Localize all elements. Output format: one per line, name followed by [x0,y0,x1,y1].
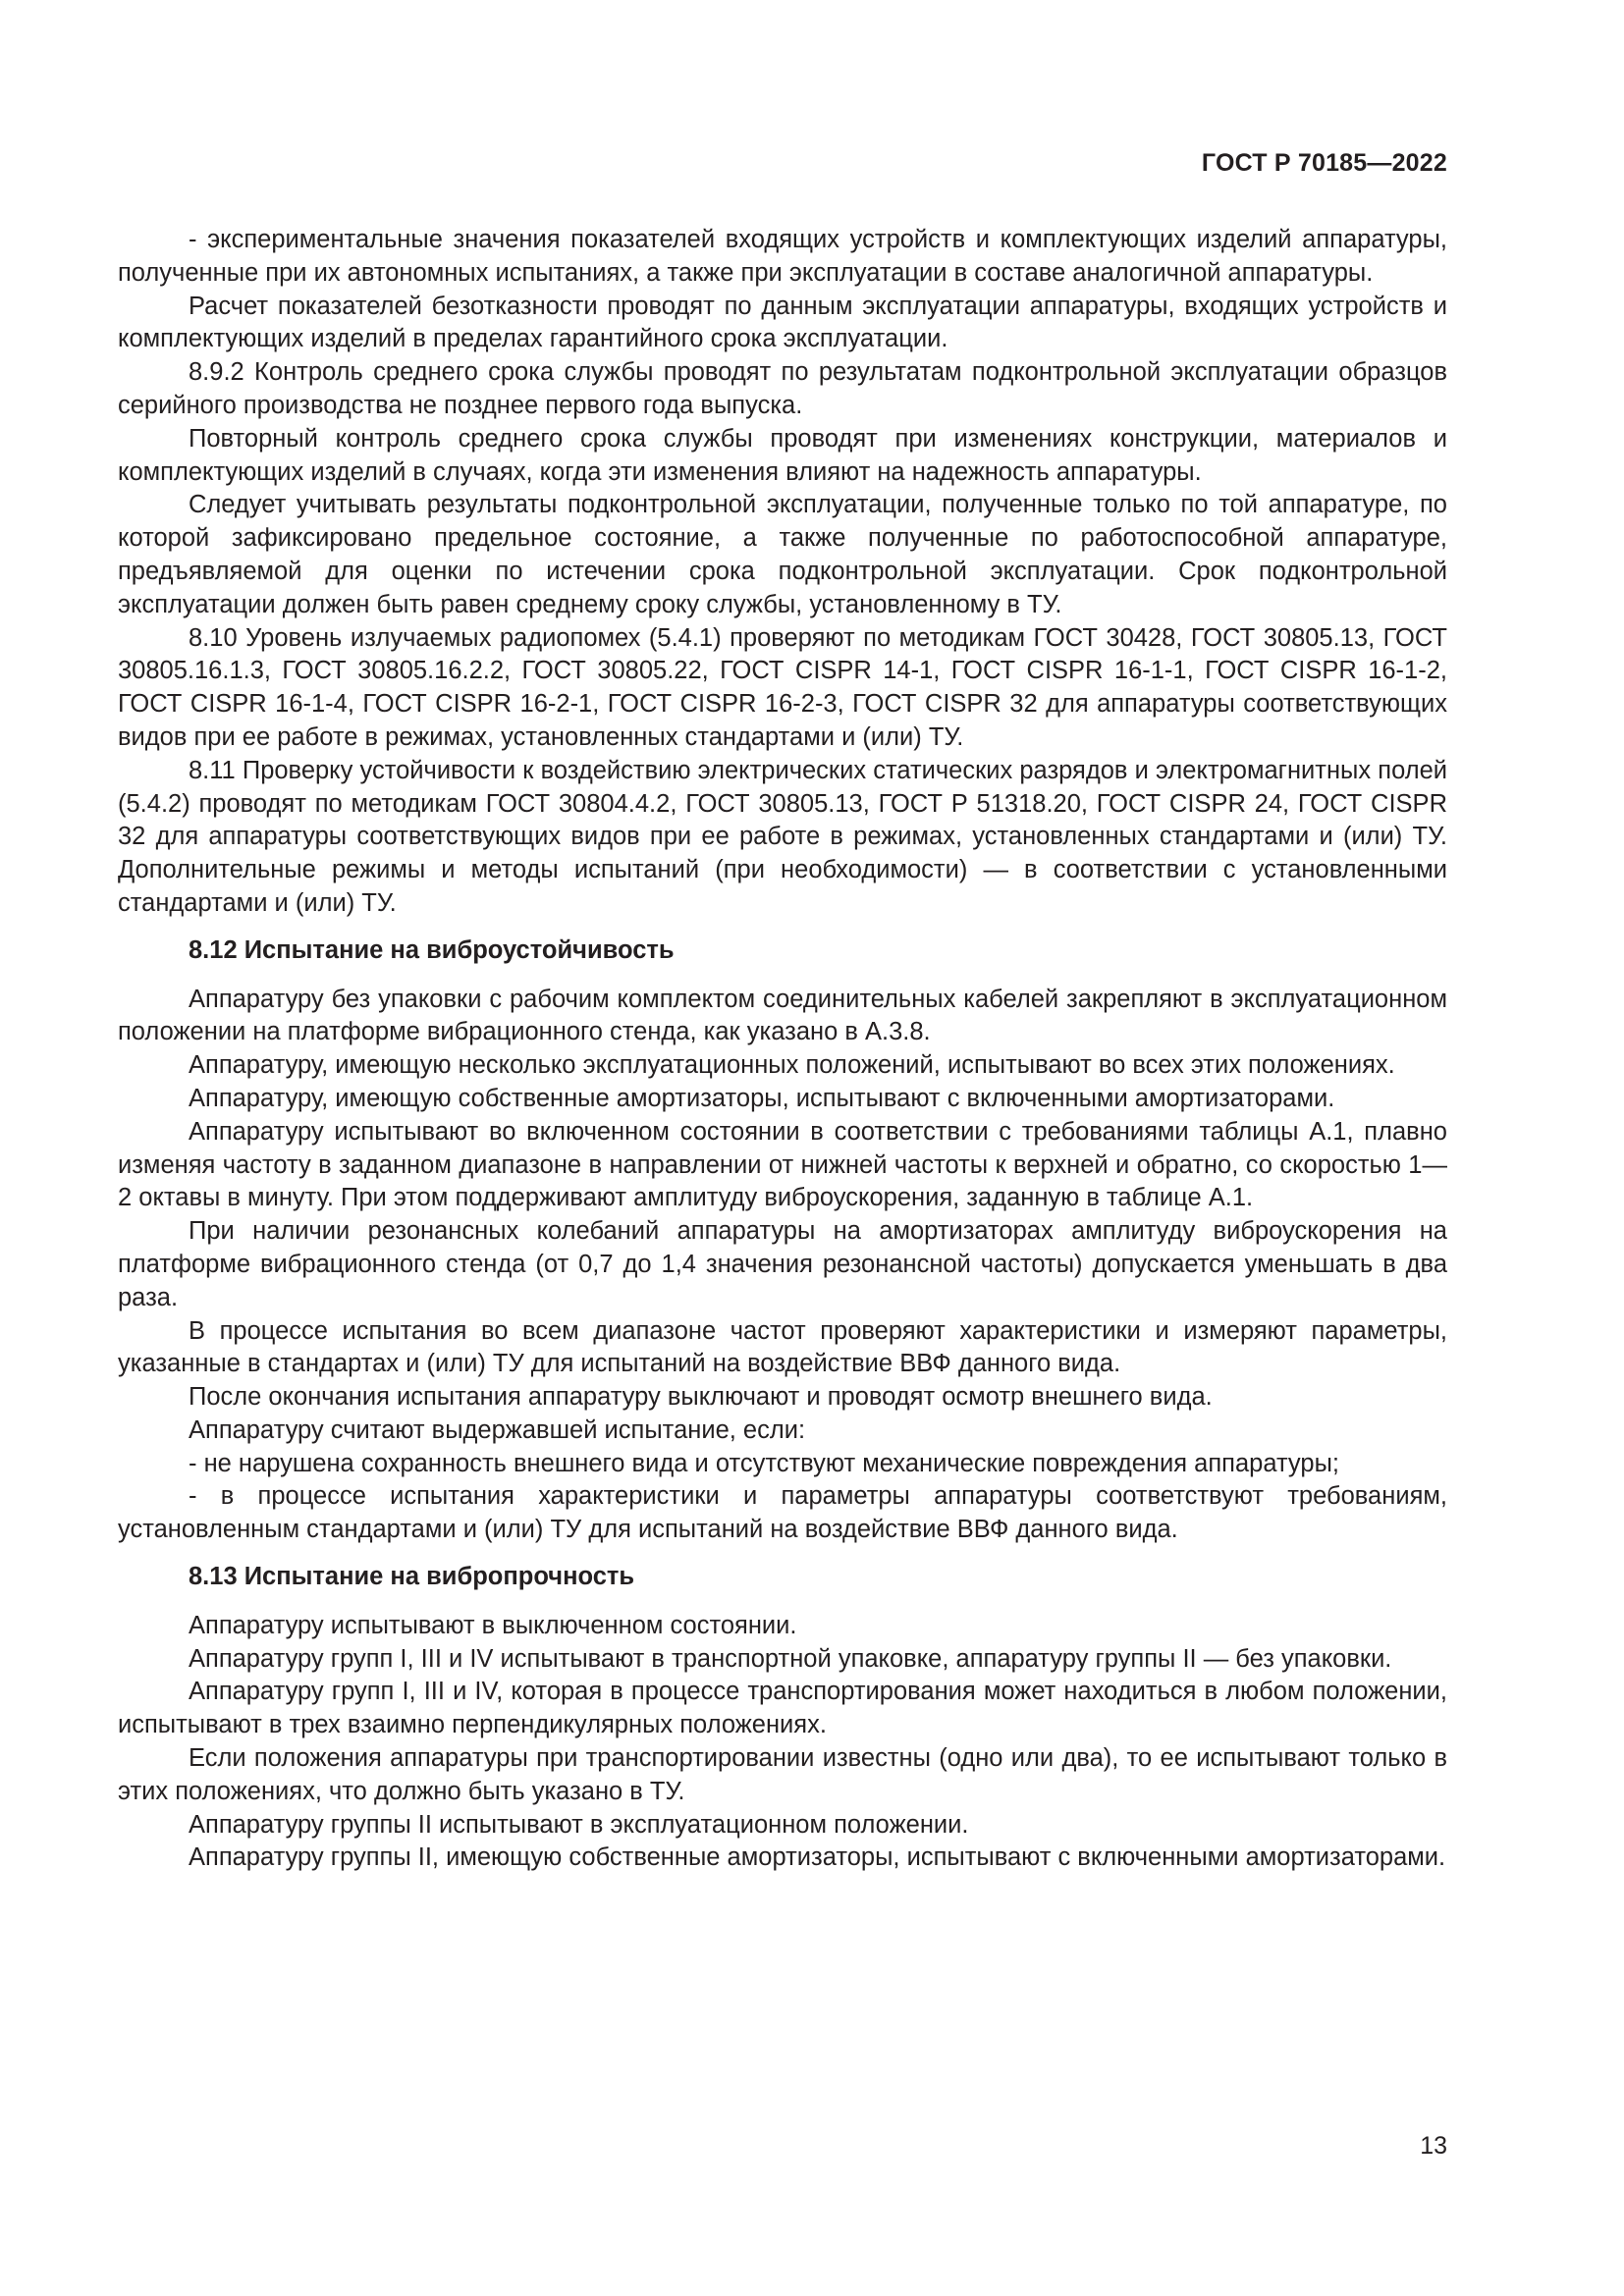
paragraph-8-10: 8.10 Уровень излучаемых радиопомех (5.4.1) проверяют по методикам ГОСТ 30428, ГОСТ 30805.13, ГОСТ 30805.16.1.3, ГОСТ 30805.16.2.2, ГОСТ 30805.22, ГОСТ CISPR 14-1, ГОСТ CISPR 16-1-1, ГОСТ CISPR 16-1-2, ГОСТ CISPR 16-1-4, ГОСТ CISPR 16-2-1, ГОСТ CISPR 16-2-3, ГОСТ CISPR 32 для аппаратуры соответствующих видов при ее работе в режимах, установленных стандартами и (или) ТУ. [118,623,1447,751]
paragraph: Аппаратуру без упаковки с рабочим комплектом соединительных кабелей закрепляют в эксплуатационном положении на платформе вибрационного стенда, как указано в А.3.8. [118,985,1447,1046]
paragraph: Аппаратуру считают выдержавшей испытание, если: [189,1415,806,1444]
paragraph-8-9-2: 8.9.2 Контроль среднего срока службы проводят по результатам подконтрольной эксплуатации образцов серийного производства не позднее первого года выпуска. [118,358,1447,419]
paragraph: Аппаратуру испытывают в выключенном состоянии. [189,1611,797,1639]
document-header-id: ГОСТ Р 70185—2022 [1201,149,1447,177]
paragraph: Аппаратуру, имеющую собственные амортизаторы, испытывают с включенными амортизаторами. [189,1084,1335,1112]
paragraph: Аппаратуру группы II испытывают в эксплуатационном положении. [189,1810,969,1839]
paragraph: Аппаратуру, имеющую несколько эксплуатационных положений, испытывают во всех этих положениях. [189,1051,1395,1080]
list-item: - не нарушена сохранность внешнего вида и отсутствуют механические повреждения аппаратуры; [189,1449,1339,1477]
paragraph: Повторный контроль среднего срока службы проводят при изменениях конструкции, материалов и комплектующих изделий в случаях, когда эти изменения влияют на надежность аппаратуры. [118,424,1447,486]
paragraph: Следует учитывать результаты подконтрольной эксплуатации, полученные только по той аппаратуре, по которой зафиксировано предельное состояние, а также полученные по работоспособной аппаратуре, предъявляемой для оценки по истечении срока подконтрольной эксплуатации. Срок подконтрольной эксплуатации должен быть равен среднему сроку службы, установленному в ТУ. [118,491,1447,618]
paragraph: При наличии резонансных колебаний аппаратуры на амортизаторах амплитуду виброускорения на платформе вибрационного стенда (от 0,7 до 1,4 значения резонансной частоты) допускается уменьшать в два раза. [118,1217,1447,1311]
list-item: - в процессе испытания характеристики и параметры аппаратуры соответствуют требованиям, установленным стандартами и (или) ТУ для испытаний на воздействие ВВФ данного вида. [118,1482,1447,1544]
paragraph: Аппаратуру групп I, III и IV испытывают в транспортной упаковке, аппаратуру группы II — без упаковки. [189,1644,1392,1673]
section-heading-8-12: 8.12 Испытание на виброустойчивость [189,935,675,964]
paragraph: - экспериментальные значения показателей входящих устройств и комплектующих изделий аппаратуры, полученные при их автономных испытаниях, а также при эксплуатации в составе аналогичной аппаратуры. [118,226,1447,287]
paragraph: Аппаратуру группы II, имеющую собственные амортизаторы, испытывают с включенными амортизаторами. [189,1843,1446,1872]
document-body [118,224,1447,1875]
page-number: 13 [1420,2132,1447,2160]
paragraph: Если положения аппаратуры при транспортировании известны (одно или два), то ее испытывают только в этих положениях, что должно быть указано в ТУ. [118,1744,1447,1805]
section-heading-8-13: 8.13 Испытание на вибропрочность [189,1563,635,1591]
paragraph: В процессе испытания во всем диапазоне частот проверяют характеристики и измеряют параметры, указанные в стандартах и (или) ТУ для испытаний на воздействие ВВФ данного вида. [118,1316,1447,1378]
paragraph: Аппаратуру испытывают во включенном состоянии в соответствии с требованиями таблицы А.1, плавно изменяя частоту в заданном диапазоне в направлении от нижней частоты к верхней и обратно, со скоростью 1—2 октавы в минуту. При этом поддерживают амплитуду виброускорения, заданную в таблице А.1. [118,1117,1447,1212]
paragraph-8-11: 8.11 Проверку устойчивости к воздействию электрических статических разрядов и электромагнитных полей (5.4.2) проводят по методикам ГОСТ 30804.4.2, ГОСТ 30805.13, ГОСТ Р 51318.20, ГОСТ CISPR 24, ГОСТ CISPR 32 для аппаратуры соответствующих видов при ее работе в режимах, установленных стандартами и (или) ТУ. Дополнительные режимы и методы испытаний (при необходимости) — в соответствии с установленными стандартами и (или) ТУ. [118,756,1447,917]
paragraph: Аппаратуру групп I, III и IV, которая в процессе транспортирования может находиться в любом положении, испытывают в трех взаимно перпендикулярных положениях. [118,1678,1447,1739]
paragraph: После окончания испытания аппаратуру выключают и проводят осмотр внешнего вида. [189,1383,1213,1412]
paragraph: Расчет показателей безотказности проводят по данным эксплуатации аппаратуры, входящих устройств и комплектующих изделий в пределах гарантийного срока эксплуатации. [118,292,1447,353]
